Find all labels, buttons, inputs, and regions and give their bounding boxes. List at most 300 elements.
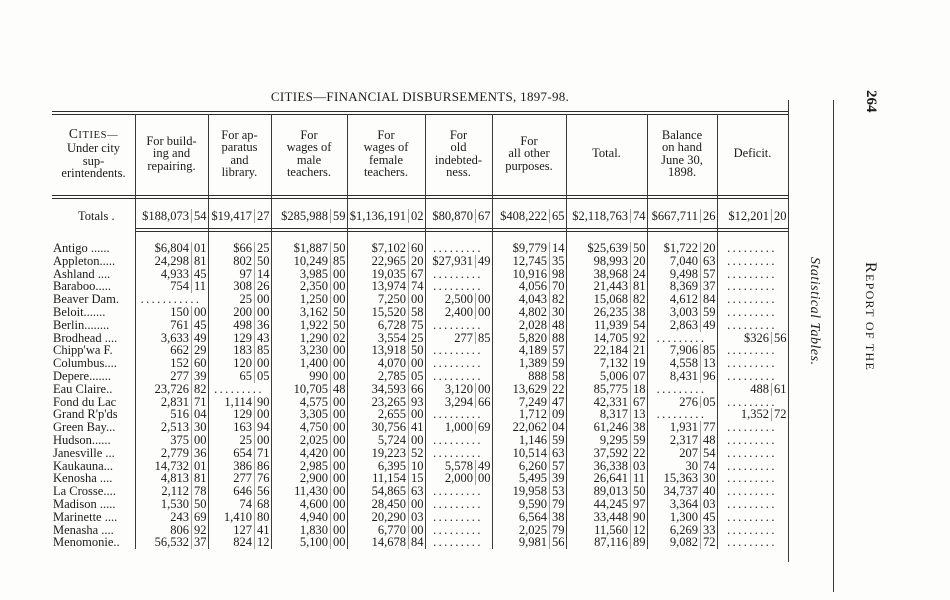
amount-dollars: 2,317: [669, 433, 698, 447]
amount-cents: 70: [549, 280, 565, 293]
column-header-line: CITIES—: [68, 125, 119, 141]
city-name: Baraboo.....: [53, 280, 111, 294]
amount-cents: 36: [254, 319, 270, 332]
amount-cents: 09: [549, 408, 565, 421]
amount-cents: 74: [700, 460, 716, 473]
table-cell: [347, 447, 425, 460]
table-cell: [425, 434, 492, 447]
amount-dollars: 6,395: [377, 459, 406, 473]
amount-dollars: 37,592: [593, 446, 628, 460]
column-header-line: For: [520, 133, 538, 148]
empty-leader: .........: [433, 485, 483, 498]
table-cell: [271, 280, 347, 293]
amount-dollars: 4,750: [299, 421, 328, 434]
table-cell: [492, 434, 566, 447]
table-cell: [271, 485, 347, 498]
amount-cents: 79: [549, 498, 565, 511]
column-header-line: paratus: [221, 140, 258, 155]
table-cell: [647, 255, 717, 268]
amount-cents: 26: [254, 280, 270, 293]
table-cell: [717, 472, 788, 485]
amount-dollars: 129: [233, 331, 252, 345]
city-cell: [52, 344, 135, 357]
amount-dollars: 5,006: [599, 369, 628, 383]
amount-dollars: 4,558: [669, 357, 698, 370]
table-cell: [135, 524, 208, 537]
column-header-line: sup-: [82, 153, 105, 168]
amount-dollars: 4,189: [518, 344, 547, 358]
running-head: REPORT OF THE: [862, 262, 879, 372]
table-cell: [717, 498, 788, 511]
column-header-line: Under city: [66, 141, 121, 156]
table-cell: [492, 485, 566, 498]
amount-cents: 43: [254, 332, 270, 345]
empty-leader: .........: [656, 331, 707, 345]
amount-dollars: 30: [685, 459, 698, 473]
table-cell: [271, 293, 347, 306]
amount-cents: 00: [330, 421, 346, 434]
amount-cents: 00: [191, 434, 207, 447]
amount-cents: 82: [549, 293, 565, 306]
empty-leader: .........: [727, 305, 777, 319]
table-cell: [647, 319, 717, 332]
amount-dollars: 127: [233, 523, 252, 537]
table-cell: [647, 268, 717, 281]
table-cell: [271, 396, 347, 409]
totals-row: [52, 209, 788, 223]
amount-cents: 85: [254, 344, 270, 357]
amount-cents: 98: [549, 268, 565, 281]
amount-cents: 56: [771, 332, 787, 345]
column-header-line: For: [449, 127, 468, 142]
table-cell: [566, 498, 647, 511]
city-cell: [52, 485, 135, 498]
city-name: Appleton.....: [53, 254, 116, 268]
city-cell: [52, 396, 135, 409]
empty-leader: .........: [214, 382, 264, 396]
empty-leader: .........: [656, 382, 707, 396]
table-cell: [647, 421, 717, 434]
amount-cents: 41: [254, 524, 270, 537]
amount-dollars: $326: [744, 331, 769, 345]
amount-cents: 54: [630, 319, 646, 332]
amount-cents: 59: [700, 306, 716, 319]
column-header: [52, 116, 135, 194]
amount-cents: 00: [330, 344, 346, 357]
amount-dollars: 11,939: [594, 318, 628, 332]
table-row: [52, 460, 788, 473]
table-row: [52, 255, 788, 268]
amount-cents: 67: [475, 209, 491, 223]
amount-cents: 05: [408, 370, 424, 383]
amount-dollars: 754: [170, 280, 189, 294]
amount-cents: 75: [408, 319, 424, 332]
amount-dollars: 1,410: [223, 510, 252, 524]
page-number: 264: [863, 90, 879, 113]
table-cell: [425, 255, 492, 268]
table-row: [52, 447, 788, 460]
table-cell: [135, 434, 208, 447]
amount-cents: 71: [191, 396, 207, 409]
table-cell: [347, 268, 425, 281]
amount-dollars: 13,629: [512, 382, 547, 396]
amount-cents: 40: [700, 485, 716, 498]
amount-cents: 00: [330, 370, 346, 383]
empty-leader: .........: [727, 485, 777, 498]
table-cell: [135, 319, 208, 332]
empty-leader: .........: [727, 318, 777, 332]
column-header-line: teachers.: [286, 164, 332, 179]
amount-dollars: 2,655: [377, 408, 406, 422]
table-cell: [271, 255, 347, 268]
column-header-line: all other: [508, 146, 550, 161]
amount-dollars: 2,985: [299, 459, 328, 473]
column-header: [566, 116, 647, 194]
table-cell: [717, 293, 788, 306]
amount-dollars: 4,420: [299, 446, 328, 460]
empty-leader: .........: [727, 344, 777, 358]
amount-cents: 50: [630, 242, 646, 255]
amount-dollars: 3,985: [299, 267, 328, 281]
amount-cents: 58: [549, 370, 565, 383]
amount-cents: 24: [630, 268, 646, 281]
city-cell: [52, 472, 135, 485]
table-cell: [271, 498, 347, 511]
amount-dollars: 6,269: [669, 523, 698, 537]
empty-leader: .........: [433, 408, 483, 422]
amount-dollars: 34,593: [371, 382, 406, 396]
amount-cents: 20: [630, 255, 646, 268]
amount-dollars: 1,290: [299, 331, 328, 345]
table-cell: [271, 447, 347, 460]
amount-dollars: 21,443: [593, 280, 628, 294]
amount-cents: 30: [700, 472, 716, 485]
table-cell: [135, 357, 208, 370]
amount-cents: 57: [700, 268, 716, 281]
table-cell: [135, 498, 208, 511]
totals-cell: [347, 209, 425, 223]
city-name: Brodhead ....: [53, 331, 118, 345]
amount-cents: 86: [254, 460, 270, 473]
amount-cents: 50: [330, 306, 346, 319]
amount-dollars: 386: [233, 459, 252, 473]
amount-cents: 82: [191, 383, 207, 396]
city-name: Chipp'wa F.: [53, 344, 113, 358]
amount-cents: 81: [191, 472, 207, 485]
table-cell: [425, 268, 492, 281]
empty-leader: .........: [433, 523, 483, 537]
column-header: [271, 116, 347, 194]
amount-cents: 49: [700, 319, 716, 332]
amount-dollars: 516: [170, 408, 189, 422]
amount-cents: 50: [191, 498, 207, 511]
table-cell: [492, 511, 566, 524]
city-name: Green Bay...: [53, 421, 116, 434]
amount-cents: 61: [771, 383, 787, 396]
amount-dollars: 1,931: [669, 421, 698, 434]
amount-dollars: 3,120: [444, 382, 473, 396]
table-cell: [647, 370, 717, 383]
table-cell: [347, 536, 425, 549]
table-cell: [208, 498, 271, 511]
table-cell: [566, 460, 647, 473]
amount-cents: 68: [254, 498, 270, 511]
amount-cents: 22: [549, 383, 565, 396]
amount-cents: 15: [408, 472, 424, 485]
city-cell: [52, 242, 135, 255]
table-row: [52, 357, 788, 370]
amount-cents: 13: [630, 408, 646, 421]
column-header-line: For build-: [146, 133, 197, 148]
amount-dollars: 3,305: [299, 408, 328, 422]
table-cell: [135, 472, 208, 485]
amount-cents: 81: [630, 280, 646, 293]
amount-cents: 57: [549, 460, 565, 473]
table-cell: [717, 383, 788, 396]
amount-dollars: 12,745: [512, 254, 547, 268]
amount-dollars: 9,590: [518, 497, 547, 511]
table-cell: [566, 383, 647, 396]
amount-dollars: 3,003: [669, 305, 698, 319]
amount-dollars: 7,132: [599, 357, 628, 370]
amount-cents: 00: [475, 293, 491, 306]
city-cell: [52, 434, 135, 447]
amount-cents: 00: [408, 434, 424, 447]
totals-cell: [647, 209, 717, 223]
table-cell: [425, 498, 492, 511]
table-cell: [566, 536, 647, 549]
empty-leader: .........: [727, 280, 777, 294]
table-cell: [135, 408, 208, 421]
table-cell: [271, 408, 347, 421]
table-cell: [347, 280, 425, 293]
amount-cents: 81: [191, 255, 207, 268]
city-cell: [52, 511, 135, 524]
amount-dollars: 25: [239, 293, 252, 306]
table-cell: [647, 383, 717, 396]
table-cell: [566, 293, 647, 306]
table-row: [52, 293, 788, 306]
amount-cents: 77: [700, 421, 716, 434]
amount-dollars: 9,295: [599, 433, 628, 447]
table-cell: [425, 472, 492, 485]
amount-cents: 82: [630, 293, 646, 306]
amount-dollars: 89,013: [593, 485, 628, 498]
totals-cell: [135, 209, 208, 223]
amount-cents: 27: [254, 209, 270, 223]
amount-dollars: 2,900: [299, 472, 328, 486]
table-cell: [647, 511, 717, 524]
table-row: [52, 498, 788, 511]
table-cell: [566, 306, 647, 319]
amount-cents: 33: [700, 524, 716, 537]
table-cell: [717, 511, 788, 524]
amount-dollars: 1,922: [299, 318, 328, 332]
amount-cents: 67: [630, 396, 646, 409]
amount-dollars: 23,265: [371, 395, 406, 409]
amount-dollars: 3,162: [299, 305, 328, 319]
amount-dollars: 44,245: [593, 497, 628, 511]
column-header: [647, 116, 717, 194]
amount-dollars: 2,400: [444, 305, 473, 319]
amount-cents: 72: [700, 536, 716, 549]
table-cell: [271, 511, 347, 524]
amount-dollars: $9,779: [512, 242, 547, 255]
column-header-line: For: [377, 127, 395, 142]
amount-cents: 41: [408, 421, 424, 434]
amount-dollars: 25: [239, 433, 252, 447]
amount-cents: 50: [254, 255, 270, 268]
amount-cents: 48: [549, 319, 565, 332]
column-header-line: ing and: [152, 146, 191, 161]
amount-dollars: 20,290: [371, 510, 406, 524]
amount-dollars: 5,820: [518, 331, 547, 345]
amount-cents: 92: [630, 332, 646, 345]
amount-cents: 63: [408, 485, 424, 498]
amount-dollars: 646: [233, 485, 252, 498]
amount-cents: 05: [700, 396, 716, 409]
column-header-line: female: [368, 152, 403, 167]
city-name: Janesville ...: [53, 446, 115, 460]
column-header-line: 1898.: [667, 164, 697, 179]
table-cell: [135, 460, 208, 473]
column-header-line: teachers.: [363, 164, 409, 179]
amount-cents: 37: [700, 280, 716, 293]
table-cell: [566, 511, 647, 524]
table-cell: [566, 319, 647, 332]
amount-cents: 48: [700, 434, 716, 447]
amount-cents: 57: [549, 344, 565, 357]
table-cell: [135, 280, 208, 293]
amount-cents: 02: [330, 332, 346, 345]
table-cell: [135, 370, 208, 383]
table-cell: [271, 383, 347, 396]
table-cell: [425, 396, 492, 409]
amount-cents: 76: [254, 472, 270, 485]
city-name: Depere.......: [53, 369, 111, 383]
amount-cents: 04: [191, 408, 207, 421]
table-cell: [425, 460, 492, 473]
amount-dollars: 5,100: [299, 536, 328, 550]
amount-dollars: 2,028: [518, 318, 547, 332]
amount-cents: 89: [630, 536, 646, 549]
table-cell: [135, 447, 208, 460]
empty-leader: .........: [727, 446, 777, 460]
column-header-line: purposes.: [505, 158, 553, 173]
amount-dollars: 3,294: [444, 395, 473, 409]
amount-cents: 00: [408, 498, 424, 511]
table-cell: [271, 460, 347, 473]
amount-cents: 74: [630, 209, 646, 223]
amount-dollars: 11,430: [294, 485, 328, 498]
table-cell: [135, 536, 208, 549]
table-cell: [135, 511, 208, 524]
table-cell: [717, 280, 788, 293]
table-cell: [492, 344, 566, 357]
amount-cents: 07: [630, 370, 646, 383]
amount-cents: 58: [408, 306, 424, 319]
table-cell: [717, 485, 788, 498]
table-cell: [271, 306, 347, 319]
amount-cents: 00: [330, 498, 346, 511]
table-cell: [347, 344, 425, 357]
amount-dollars: 33,448: [593, 510, 628, 524]
table-cell: [647, 332, 717, 345]
amount-cents: 05: [254, 370, 270, 383]
city-name: Menasha ....: [53, 523, 114, 537]
table-cell: [717, 255, 788, 268]
amount-cents: 52: [408, 447, 424, 460]
amount-dollars: 11,154: [372, 472, 406, 486]
city-cell: [52, 408, 135, 421]
amount-dollars: 654: [233, 446, 252, 460]
city-name: Berlin........: [53, 318, 110, 332]
empty-leader: .........: [433, 369, 483, 383]
table-cell: [208, 447, 271, 460]
amount-dollars: 4,940: [299, 510, 328, 524]
amount-dollars: $188,073: [142, 209, 189, 223]
table-row: [52, 434, 788, 447]
amount-cents: 00: [475, 306, 491, 319]
table-cell: [566, 434, 647, 447]
amount-dollars: 1,352: [740, 408, 769, 422]
empty-leader: .........: [727, 510, 777, 524]
table-cell: [208, 536, 271, 549]
table-cell: [271, 370, 347, 383]
empty-leader: .........: [727, 369, 777, 383]
totals-cell: [271, 209, 347, 223]
table-cell: [271, 357, 347, 370]
amount-dollars: 3,364: [669, 497, 698, 511]
table-cell: [647, 498, 717, 511]
amount-dollars: 6,770: [377, 523, 406, 537]
amount-cents: 00: [330, 268, 346, 281]
empty-leader: .........: [727, 242, 777, 255]
city-cell: [52, 255, 135, 268]
column-header-line: on hand: [662, 140, 702, 155]
table-cell: [492, 396, 566, 409]
amount-dollars: 36,338: [593, 459, 628, 473]
amount-cents: 11: [630, 472, 646, 485]
amount-cents: 00: [330, 357, 346, 370]
table-cell: [208, 524, 271, 537]
column-header: [492, 116, 566, 194]
table-cell: [647, 447, 717, 460]
table-cell: [492, 524, 566, 537]
empty-leader: .........: [727, 523, 777, 537]
amount-dollars: 74: [239, 497, 252, 511]
empty-leader: .........: [727, 421, 777, 434]
amount-dollars: 6,260: [518, 459, 547, 473]
empty-leader: .........: [433, 318, 483, 332]
table-cell: [347, 498, 425, 511]
amount-cents: 47: [549, 396, 565, 409]
table-row: [52, 280, 788, 293]
amount-dollars: 10,514: [512, 446, 547, 460]
empty-leader: .........: [727, 459, 777, 473]
table-cell: [492, 370, 566, 383]
amount-cents: 72: [771, 408, 787, 421]
amount-dollars: 2,779: [160, 446, 189, 460]
amount-cents: 04: [549, 421, 565, 434]
amount-dollars: 4,575: [299, 395, 328, 409]
table-cell: [208, 357, 271, 370]
amount-dollars: 15,068: [593, 293, 628, 306]
city-name: Kenosha ....: [53, 472, 113, 486]
amount-dollars: 4,933: [160, 267, 189, 281]
table-row: [52, 485, 788, 498]
amount-dollars: 19,035: [371, 267, 406, 281]
